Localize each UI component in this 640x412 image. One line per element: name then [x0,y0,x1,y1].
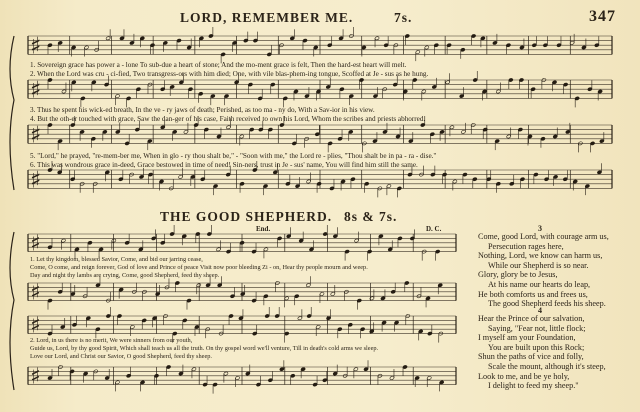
stanza-line: I myself am your Foundation, [478,333,576,343]
svg-text:♯: ♯ [30,77,42,104]
stanza-line: Nothing, Lord, we know can harm us, [478,251,603,261]
hymn1-verse3: 3. Thus he spent his wick-ed breath, In the ve - ry jaws of death; Perished, as too ma - ny do, With a Sav-ior in his view. [30,106,375,114]
hymn1-verse1: 1. Sovereign grace has power a - lone To sub-due a heart of stone; And the mo-ment grace is felt, Then the hard-est heart will melt. [30,61,407,69]
stanza-line: At his name our hearts do leap, [488,280,591,289]
hymn1-verse5: 5. "Lord," he prayed, "re-mem-ber me, When in glo - ry thou shalt be," - "Soon with me," the Lord re - plies, "Thou shalt be in pa - ra - dise." [30,152,437,160]
hymn1-meter: 7s. [394,10,413,25]
dc-mark: D. C. [426,225,442,233]
hymn2-verse1-line2: Come, O come, and reign forever, God of love and Prince of peace Visit now poor bleeding Zi - on, Hear thy people mourn and weep. [30,264,368,271]
hymn2-staff-4 [28,360,456,393]
stanza-line: Glory, glory be to Jesus, [478,270,558,280]
end-mark: End. [256,225,271,233]
hymn2-verse1-line3: Day and night thy lambs are crying, Come, good Shepherd, feed thy sheep. [30,272,220,279]
stanza-line: Scale the mount, although it's steep, [488,362,606,371]
hymn1-brace [10,36,14,190]
hymn1-staff-1 [28,27,612,63]
hymn1-title: LORD, REMEMBER ME. [180,10,354,25]
hymn1-verse2: 2. When the Lord was cru - ci-fied, Two transgress-ors with him died; One, with vile blas-phem-ing tongue, Scoffed at Je - sus as he hung. [30,70,429,78]
hymn2-brace [10,232,14,390]
stanza-line: Persecution rages here, [488,241,564,251]
stanza-line: While our Shepherd is so near. [488,260,589,270]
hymn1-verse4: 4. But the oth-er touched with grace, Saw the dan-ger of his case, Faith received to own his Lord, Whom the scribes and priests abhorred. [30,115,426,123]
hymn2-verse2-line3: Love our Lord, and Christ our Savior, O good Shepherd, feed thy sheep. [30,353,212,360]
hymn2-meter: 8s & 7s. [344,209,398,224]
stanza-line: The good Shepherd feeds his sheep. [488,299,606,309]
stanza-line: He both comforts us and frees us, [478,289,588,299]
svg-text:♯: ♯ [30,280,41,306]
hymn2-verse2-line1: 2. Lord, in us there is no merit, We were sinners from our youth, [30,337,193,344]
hymn2-staff-2 [28,276,456,309]
svg-text:♯: ♯ [30,313,41,339]
page-number: 347 [589,8,616,25]
hymn2-title: THE GOOD SHEPHERD. [160,209,333,224]
svg-text:♯: ♯ [30,122,42,149]
stanza-line: Shun the paths of vice and folly, [478,352,584,362]
stanza3-number: 3 [538,224,542,233]
stanza-line: Hear the Prince of our salvation, [478,314,585,323]
stanza-line: Saying, "Fear not, little flock; [488,323,586,333]
stanza4-number: 4 [538,306,542,315]
svg-text:♯: ♯ [30,231,41,257]
hymn2-verse1-line1: 1. Let thy kingdom, blessed Savior, Come, and bid our jarring cease, [30,256,203,263]
stanza-line: Come, good Lord, with courage arm us, [478,232,609,241]
stanza-line: I delight to feed my sheep." [488,381,579,391]
stanza-line: You are built upon this Rock; [488,342,585,352]
hymn1-verse6: 6. This was wondrous grace in-deed, Grace bestowed in time of need! Sin-ners, trust in Je - sus' name, You will find him still the same. [30,161,418,169]
hymn2-verse2-line2: Guide us, Lord, by thy good Spirit, Which shall teach us all the truth. On thy gospel word we'll venture, Till in death's cold arms we sleep. [30,345,379,352]
svg-text:♯: ♯ [30,167,42,194]
svg-text:♯: ♯ [30,33,42,60]
svg-text:♯: ♯ [30,364,41,390]
stanza-line: Look to me, and be ye holy, [478,371,570,381]
